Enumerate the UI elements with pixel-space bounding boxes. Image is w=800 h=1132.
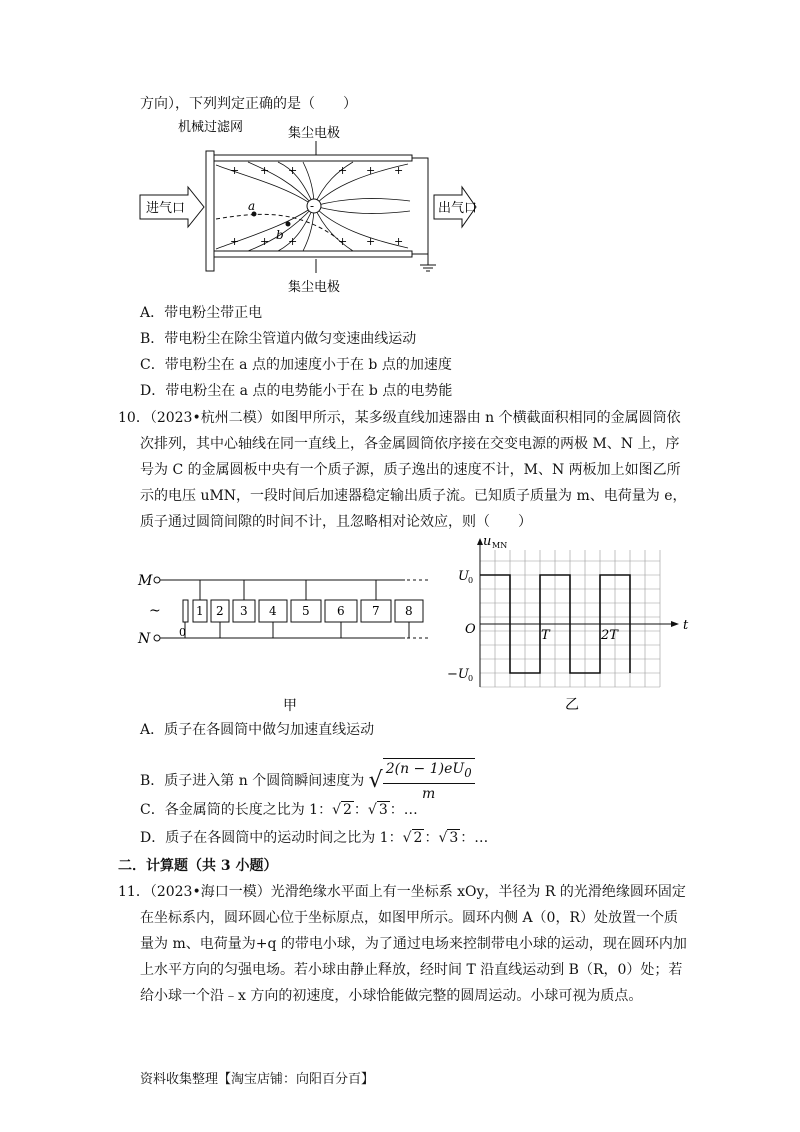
origin-label: O: [465, 622, 476, 637]
q11-line-5: 给小球一个沿﹣x 方向的初速度，小球恰能做完整的圆周运动。小球可视为质点。: [140, 988, 643, 1004]
point-a-label: a: [248, 199, 256, 213]
voltage-graph: [447, 534, 695, 715]
U0-label: U: [458, 569, 469, 584]
negU0-sub: 0: [468, 674, 474, 683]
accelerator-figure: [135, 540, 445, 720]
q10-option-d: D．质子在各圆筒中的运动时间之比为 1：√ 2 ：√ 3 ：…: [140, 830, 489, 846]
label-M: M: [138, 573, 153, 589]
svg-text:1: 1: [196, 604, 204, 618]
tick-2T: 2T: [601, 628, 618, 643]
svg-text:8: 8: [405, 604, 413, 618]
svg-text:7: 7: [372, 604, 380, 618]
svg-text:+: +: [366, 235, 376, 248]
footer-text: 资料收集整理【淘宝店铺：向阳百分百】: [140, 1072, 375, 1087]
q10-option-c: C．各金属筒的长度之比为 1：√ 2 ：√ 3 ：…: [140, 802, 418, 818]
q9-stem-tail: 方向），下列判定正确的是（ ）: [140, 96, 357, 112]
svg-text:+: +: [288, 235, 298, 248]
tick-T: T: [541, 628, 550, 643]
ac-source: ~: [149, 603, 161, 619]
q10-line-4: 示的电压 uMN，一段时间后加速器稳定输出质子流。已知质子质量为 m、电荷量为 e，: [140, 488, 687, 504]
q10-line-5: 质子通过圆筒间隙的时间不计，且忽略相对论效应，则（ ）: [140, 514, 532, 530]
svg-text:5: 5: [302, 604, 310, 618]
label-N: N: [138, 631, 151, 647]
q10-line-2: 次排列，其中心轴线在同一直线上，各金属圆筒依序接在交变电源的两极 M、N 上，序: [140, 436, 680, 452]
plate-zero: 0: [179, 626, 186, 639]
svg-text:+: +: [338, 235, 348, 248]
q11-line-3: 量为 m、电荷量为+q 的带电小球，为了通过电场来控制带电小球的运动，现在圆环内加: [140, 936, 687, 952]
q9-option-a: A．带电粉尘带正电: [140, 305, 263, 321]
svg-text:2: 2: [216, 604, 224, 618]
svg-text:+: +: [260, 235, 270, 248]
filter-label: 机械过滤网: [178, 120, 244, 135]
negU0-label: −U: [447, 667, 469, 682]
q9-option-d: D．带电粉尘在 a 点的电势能小于在 b 点的电势能: [140, 383, 453, 399]
q11-line-4: 上水平方向的匀强电场。若小球由静止释放，经时间 T 沿直线运动到 B（R，0）处；若: [140, 962, 683, 978]
caption-yi: 乙: [565, 697, 579, 713]
t-axis-label: t: [683, 618, 689, 633]
svg-text:4: 4: [269, 604, 277, 618]
caption-jia: 甲: [283, 698, 297, 714]
section-title: 二．计算题（共 3 小题）: [118, 858, 278, 874]
point-b-label: b: [276, 228, 284, 242]
q10-option-b: B．质子进入第 n 个圆筒瞬间速度为 √ $\frac{2(n - 1)eU_0}{m}$: [140, 758, 475, 804]
y-axis-label: u: [483, 534, 492, 549]
q10-line-1: 10．（2023•杭州二模）如图甲所示，某多级直线加速器由 n 个横截面积相同的金属圆筒依: [118, 410, 681, 426]
svg-text:+: +: [394, 164, 404, 177]
y-axis-sub: MN: [492, 541, 508, 550]
U0-sub: 0: [468, 576, 474, 585]
q10-line-3: 号为 C 的金属圆板中央有一个质子源，质子逸出的速度不计，M、N 两板加上如图乙所: [140, 462, 681, 478]
q11-line-2: 在坐标系内，圆环圆心位于坐标原点，如图甲所示。圆环内侧 A（0，R）处放置一个质: [140, 910, 679, 926]
svg-text:+: +: [230, 235, 240, 248]
inlet-label: 进气口: [146, 201, 186, 216]
svg-text:+: +: [394, 235, 404, 248]
q11-line-1: 11．（2023•海口一模）光滑绝缘水平面上有一坐标系 xOy，半径为 R 的光滑绝缘圆环固定: [118, 884, 686, 900]
minus-sign: -: [310, 199, 315, 213]
top-electrode-label: 集尘电极: [288, 126, 341, 141]
q9-option-c: C．带电粉尘在 a 点的加速度小于在 b 点的加速度: [140, 357, 452, 373]
svg-text:6: 6: [337, 604, 345, 618]
tube-group: [193, 580, 423, 638]
outlet-label: 出气口: [438, 201, 478, 216]
q10-option-a: A．质子在各圆筒中做匀加速直线运动: [140, 722, 375, 738]
svg-text:3: 3: [240, 604, 248, 618]
svg-text:+: +: [288, 164, 298, 177]
q9-option-b: B．带电粉尘在除尘管道内做匀变速曲线运动: [140, 331, 417, 347]
precipitator-figure: [138, 117, 478, 297]
svg-text:+: +: [366, 164, 376, 177]
bottom-electrode-label: 集尘电极: [288, 280, 341, 295]
svg-text:+: +: [260, 164, 270, 177]
svg-text:+: +: [230, 164, 240, 177]
svg-text:+: +: [338, 164, 348, 177]
